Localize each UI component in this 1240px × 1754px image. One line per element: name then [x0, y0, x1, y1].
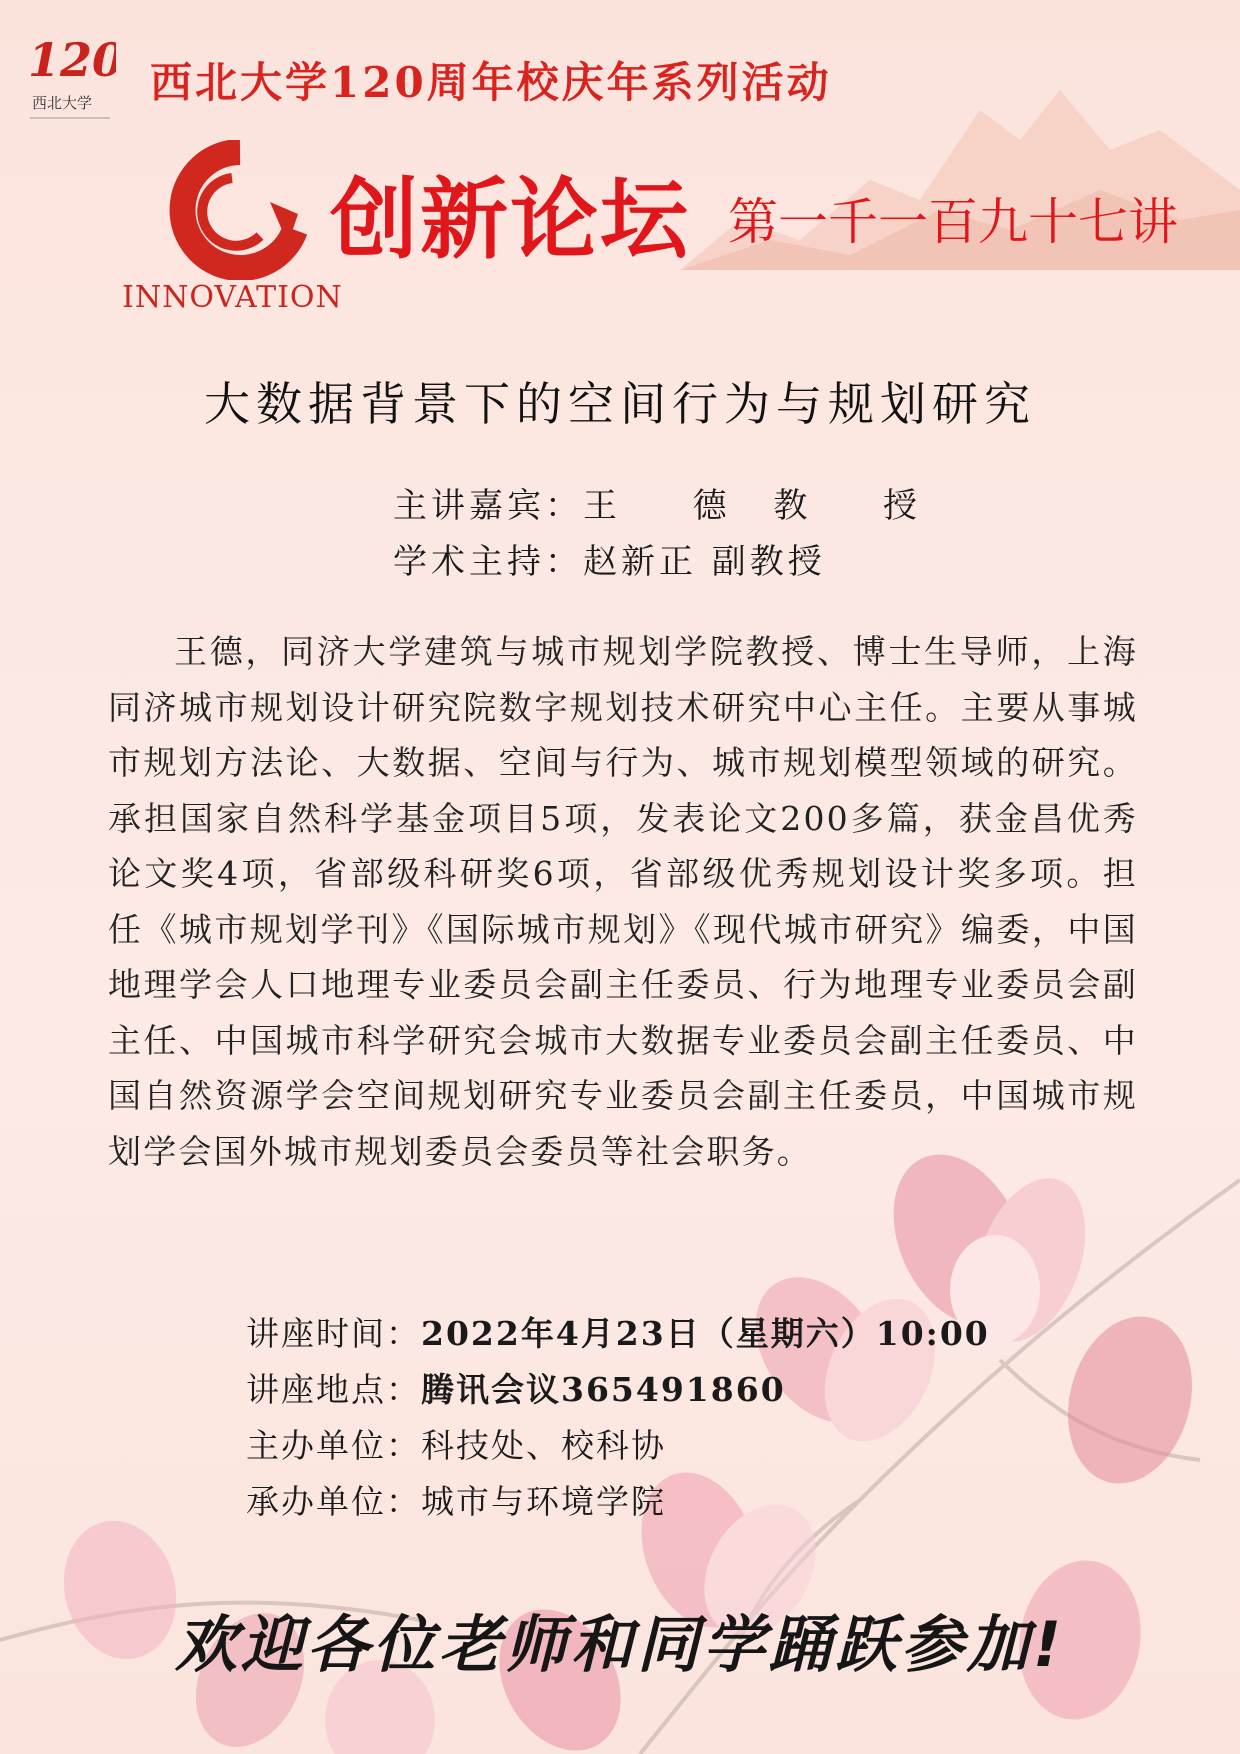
place-label: 讲座地点： — [246, 1370, 421, 1409]
host-label: 学术主持： — [393, 542, 583, 582]
speaker-bio: 王德，同济大学建筑与城市规划学院教授、博士生导师，上海同济城市规划设计研究院数字规划技术研究中心主任。主要从事城市规划方法论、大数据、空间与行为、城市规划模型领域的研究。承担国家自然科学基金项目5项，发表论文200多篇，获金昌优秀论文奖4项，省部级科研奖6项，省部级优秀规划设计奖多项。担任《城市规划学刊》《国际城市规划》《现代城市研究》编委，中国地理学会人口地理专业委员会副主任委员、行为地理专业委员会副主任、中国城市科学研究会城市大数据专业委员会副主任委员、中国自然资源学会空间规划研究专业委员会副主任委员，中国城市规划学会国外城市规划委员会委员等社会职务。 — [108, 632, 1138, 1171]
speaker-host-block — [393, 478, 935, 590]
undertaker-label: 承办单位： — [246, 1482, 421, 1521]
organizer-label: 主办单位： — [246, 1426, 421, 1465]
lecture-details — [246, 1306, 990, 1530]
innovation-wordmark: INNOVATION — [122, 280, 343, 315]
host-value: 赵新正 副教授 — [583, 542, 826, 582]
place-row — [246, 1362, 990, 1418]
university-120-logo — [24, 26, 116, 130]
time-row — [246, 1306, 990, 1362]
undertaker-value: 城市与环境学院 — [421, 1482, 666, 1521]
lecture-title: 大数据背景下的空间行为与规划研究 — [204, 377, 1036, 431]
organizer-row — [246, 1418, 990, 1474]
speaker-value: 王 德 教 授 — [583, 486, 936, 526]
place-value: 腾讯会议365491860 — [421, 1370, 786, 1409]
lecture-number: 第一千一百九十七讲 — [728, 193, 1178, 251]
time-value: 2022年4月23日（星期六）10:00 — [421, 1314, 990, 1353]
undertaker-row — [246, 1474, 990, 1530]
welcome-message: 欢迎各位老师和同学踊跃参加! — [174, 1608, 1066, 1681]
organizer-value: 科技处、校科协 — [421, 1426, 666, 1465]
forum-title: 创新论坛 — [330, 168, 691, 271]
host-row — [393, 534, 935, 590]
svg-text:120: 120 — [28, 33, 116, 87]
speaker-row — [393, 478, 935, 534]
anniversary-title: 西北大学120周年校庆年系列活动 — [150, 58, 832, 107]
time-label: 讲座时间： — [246, 1314, 421, 1353]
speaker-label: 主讲嘉宾： — [393, 486, 583, 526]
logo-sub-text: 西北大学 — [32, 94, 93, 112]
